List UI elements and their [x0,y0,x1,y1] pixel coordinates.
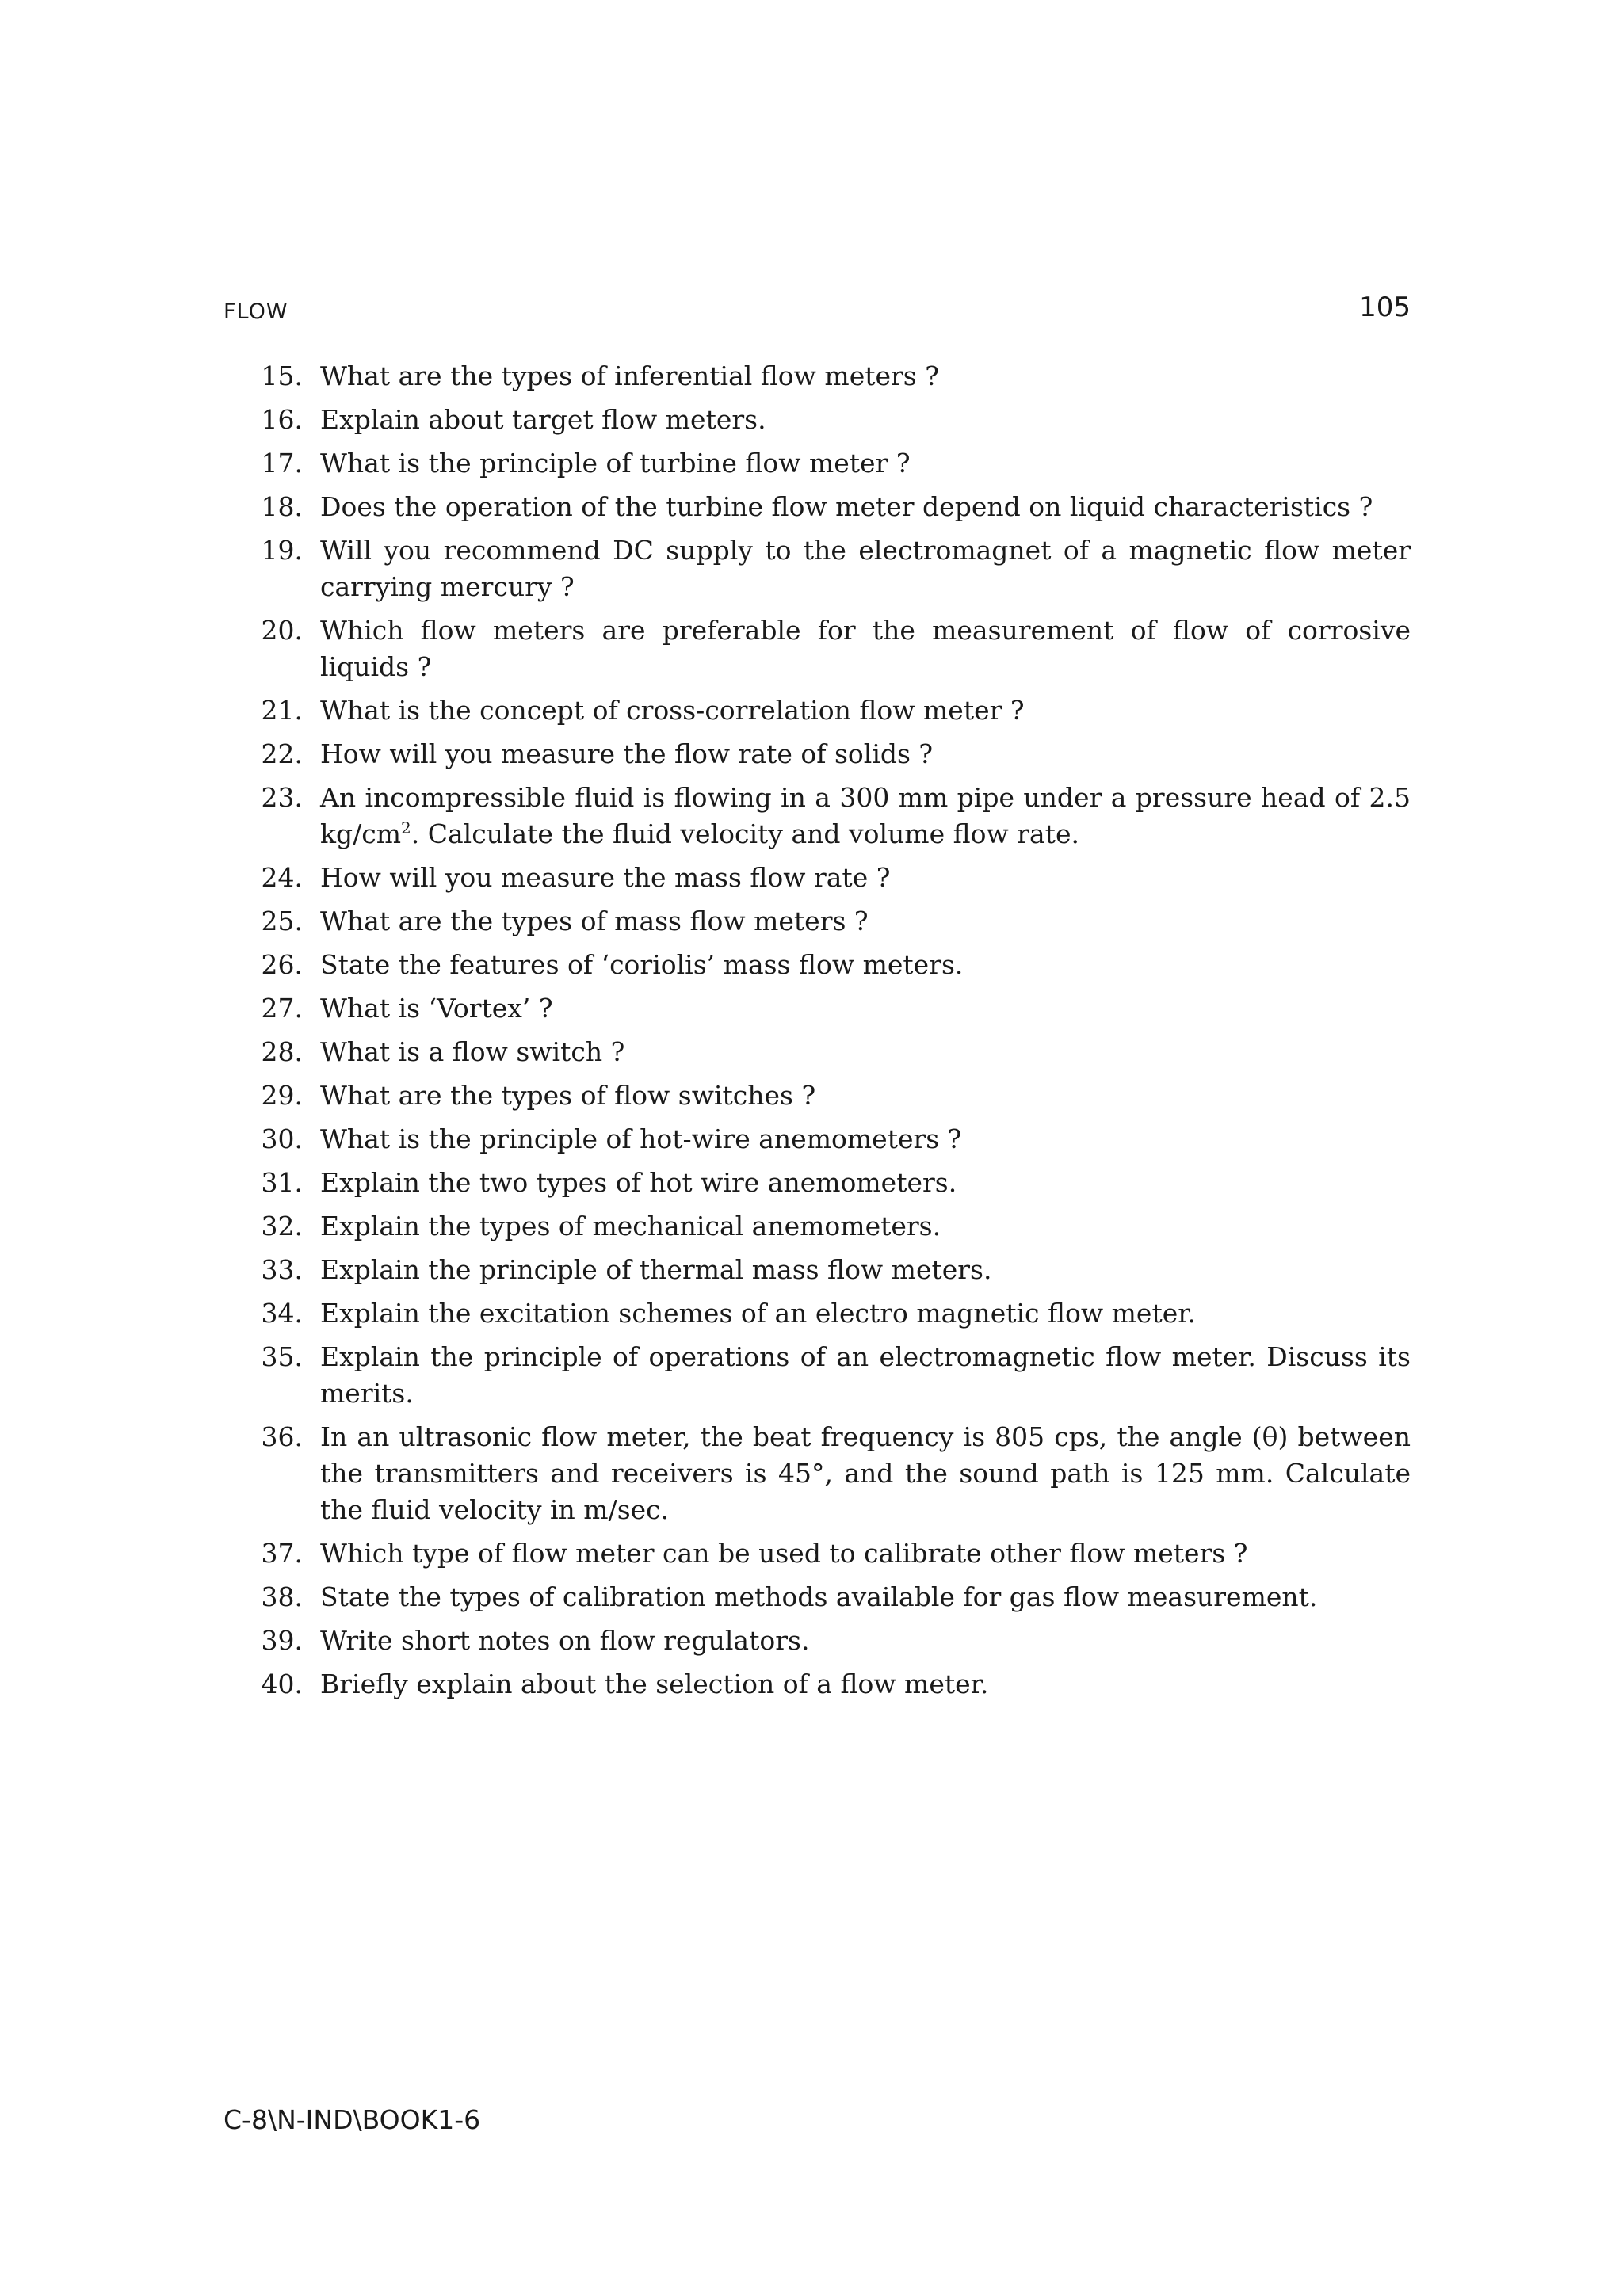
question-text: Does the operation of the turbine flow meter depend on liquid characteristics ? [320,491,1373,522]
question-number: 30. [261,1123,303,1154]
question-number: 26. [261,949,303,980]
question-number: 20. [261,615,303,646]
question-number: 32. [261,1211,303,1241]
question-text: Briefly explain about the selection of a flow meter. [320,1669,989,1699]
question-text: Write short notes on flow regulators. [320,1625,810,1656]
question-text: In an ultrasonic flow meter, the beat frequency is 805 cps, the angle (θ) between the transmitters and receivers is 45°, and the sound path is 125 mm. Calculate the fluid velocity in m/sec. [320,1421,1411,1525]
question-number: 29. [261,1080,303,1111]
question-text [303,780,1411,852]
footer-code: C-8\N-IND\BOOK1-6 [223,2104,481,2135]
question-item [230,445,1411,482]
question-item [230,1208,1411,1245]
question-item [230,1579,1411,1615]
question-number: 34. [261,1298,303,1329]
question-number: 28. [261,1036,303,1067]
page-number: 105 [1359,292,1411,323]
question-number: 19. [261,535,303,566]
question-item [230,1339,1411,1412]
question-text-part: . Calculate the fluid velocity and volume flow rate. [411,818,1079,849]
question-item [230,1121,1411,1158]
running-head: FLOW [223,299,288,324]
question-text: Will you recommend DC supply to the electromagnet of a magnetic flow meter carrying mercury ? [320,535,1411,602]
question-item [230,736,1411,772]
question-number: 37. [261,1538,303,1569]
question-text: What are the types of mass flow meters ? [320,906,869,936]
question-item [230,1077,1411,1114]
question-item [230,1623,1411,1659]
question-text: State the types of calibration methods available for gas flow measurement. [320,1581,1318,1612]
question-text: What is a flow switch ? [320,1036,625,1067]
question-text: Explain the principle of thermal mass flow meters. [320,1254,992,1285]
question-number: 39. [261,1625,303,1656]
question-text: How will you measure the flow rate of solids ? [320,738,934,769]
question-number: 27. [261,993,303,1024]
question-number: 16. [261,404,303,435]
question-item [230,358,1411,395]
question-item [230,1535,1411,1572]
question-number: 38. [261,1581,303,1612]
question-item [230,402,1411,438]
question-number: 22. [261,738,303,769]
question-text: What is ‘Vortex’ ? [320,993,553,1024]
question-item [230,532,1411,605]
question-text: Explain about target flow meters. [320,404,766,435]
question-text: What is the concept of cross-correlation flow meter ? [320,695,1025,726]
question-text: What are the types of flow switches ? [320,1080,816,1111]
question-item [230,860,1411,896]
question-item [230,1034,1411,1070]
question-number: 17. [261,448,303,479]
question-item [230,1419,1411,1528]
question-item [230,1666,1411,1703]
question-number: 15. [261,360,303,391]
question-text: Explain the principle of operations of an electromagnetic flow meter. Discuss its merits. [320,1341,1411,1409]
question-item [230,1295,1411,1332]
question-text: What are the types of inferential flow meters ? [320,360,939,391]
question-number: 23. [261,782,303,813]
question-item [230,947,1411,983]
question-item [230,903,1411,940]
superscript-exponent: 2 [401,818,411,837]
question-text: Which type of flow meter can be used to calibrate other flow meters ? [320,1538,1248,1569]
question-item [230,1165,1411,1201]
question-text: How will you measure the mass flow rate ? [320,862,891,893]
question-number: 25. [261,906,303,936]
question-text: Explain the types of mechanical anemometers. [320,1211,941,1241]
question-item [230,692,1411,729]
question-text: Which flow meters are preferable for the measurement of flow of corrosive liquids ? [320,615,1411,682]
question-number: 18. [261,491,303,522]
question-list [230,358,1411,1710]
question-text-part: An incompressible fluid is flowing in a 300 mm pipe under a pressure head of 2.5 kg/cm [320,782,1411,849]
question-number: 24. [261,862,303,893]
question-text: What is the principle of turbine flow meter ? [320,448,911,479]
question-number: 21. [261,695,303,726]
question-text: Explain the two types of hot wire anemometers. [320,1167,957,1198]
question-number: 33. [261,1254,303,1285]
question-item [230,1252,1411,1288]
question-item [230,612,1411,685]
question-number: 31. [261,1167,303,1198]
question-number: 40. [261,1669,303,1699]
question-number: 35. [261,1341,303,1372]
question-item [230,990,1411,1027]
question-text: Explain the excitation schemes of an electro magnetic flow meter. [320,1298,1196,1329]
question-text: State the features of ‘coriolis’ mass flow meters. [320,949,964,980]
question-number: 36. [261,1421,303,1452]
question-text: What is the principle of hot-wire anemometers ? [320,1123,962,1154]
question-item [230,780,1411,852]
question-item [230,489,1411,525]
